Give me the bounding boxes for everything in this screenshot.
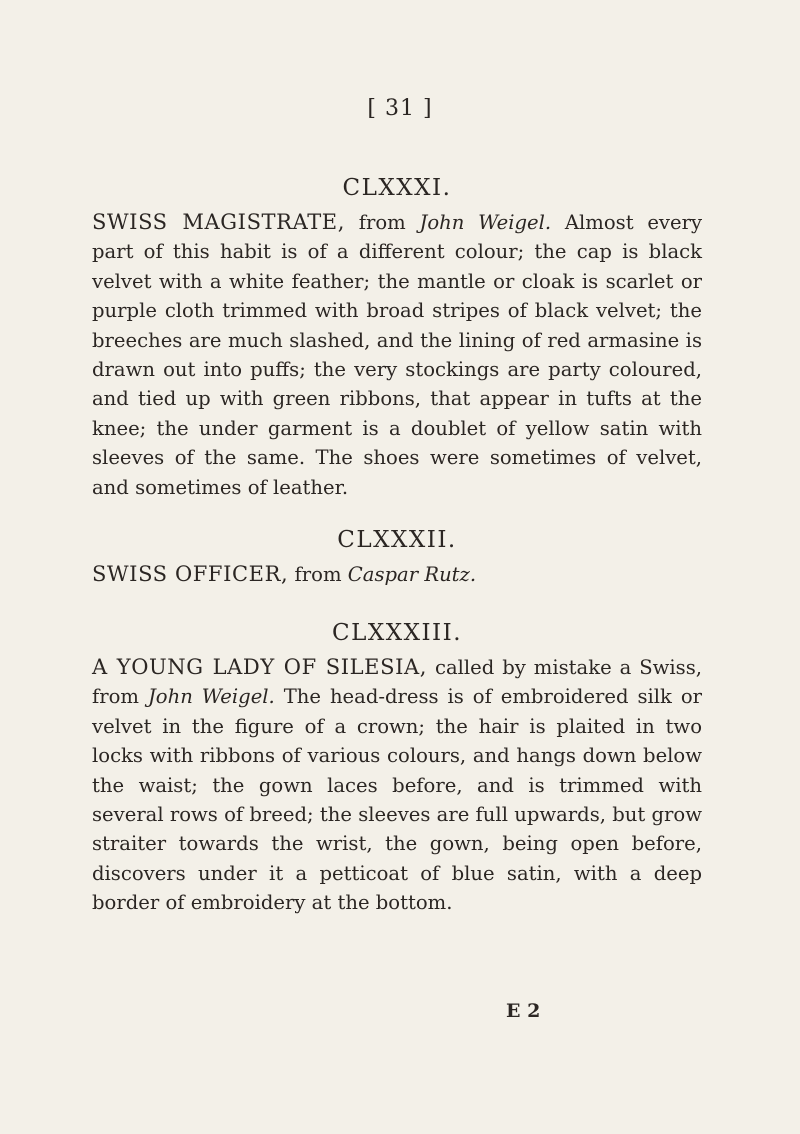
entry-numeral: CLXXXIII. [331, 620, 463, 646]
signature-mark: E 2 [506, 1000, 541, 1022]
entry-source-prefix: from [358, 211, 406, 234]
entry-text: The head-dress is of embroidered silk or velvet in the figure of a crown; the hair is plaited in two locks with ribbons of various colours, and hangs down below the waist; the gown laces before, and is trimmed with several rows of breed; the sleeves are full upwards, but grow straiter towards the wrist, the gown, being open before, discovers under it a petticoat of blue satin, with a deep border of embroidery at the bottom. [92, 685, 703, 915]
entry-heading: SWISS OFFICER, [92, 562, 289, 586]
entry-source-name: John Weigel. [419, 211, 552, 234]
entry-clxxxiii [92, 620, 702, 918]
entry-clxxxii [92, 527, 702, 589]
page-number: [ 31 ] [367, 96, 433, 121]
entry-body [92, 653, 702, 918]
entry-source-name: John Weigel. [147, 685, 275, 709]
entry-body [92, 208, 702, 502]
entry-source-name: Caspar Rutz. [347, 563, 477, 586]
entry-numeral: CLXXXI. [342, 175, 452, 201]
entry-body [92, 560, 702, 589]
entry-source-prefix: from [294, 563, 342, 586]
entry-clxxxi [92, 175, 702, 502]
entry-source-prefix: called by mistake a Swiss, from [92, 656, 702, 709]
entry-text: Almost every part of this habit is of a different colour; the cap is black velvet with a white feather; the mantle or cloak is scarlet or purple cloth trimmed with broad stripes of black velvet; the breeches are much slashed, and the lining of red armasine is drawn out into puffs; the very stockings are party coloured, and tied up with green ribbons, that appear in tufts at the knee; the under garment is a doublet of yellow satin with sleeves of the same. The shoes were sometimes of velvet, and sometimes of leather. [92, 211, 703, 499]
entry-heading: A YOUNG LADY OF SILESIA, [92, 655, 428, 679]
entry-numeral: CLXXXII. [337, 527, 457, 553]
entry-heading: SWISS MAGISTRATE, [92, 210, 346, 234]
